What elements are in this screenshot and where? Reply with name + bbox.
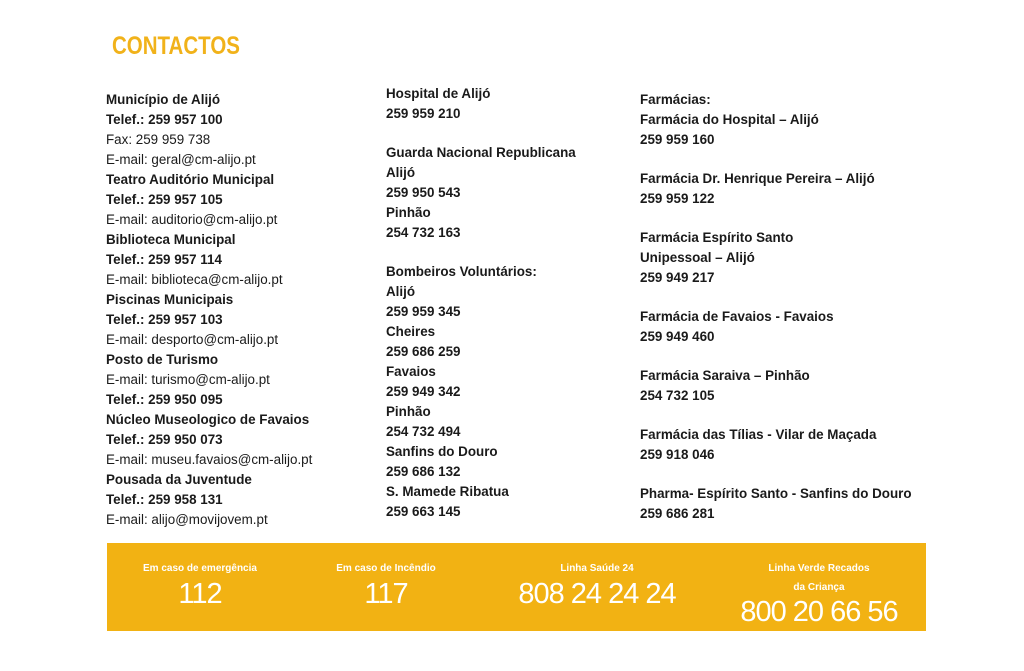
health-line-item [487, 559, 707, 609]
fire-label: Em caso de Incêndio [336, 563, 436, 574]
contact-line: Telef.: 259 957 100 [106, 112, 223, 127]
contact-line: Farmácia de Favaios - Favaios [640, 309, 834, 324]
contact-line: Telef.: 259 950 095 [106, 392, 223, 407]
contact-line: Farmácia Espírito Santo [640, 230, 794, 245]
contact-line: 259 959 345 [386, 304, 461, 319]
contact-line: Sanfins do Douro [386, 444, 498, 459]
child-line-label: Linha Verde Recados da Criança [768, 563, 870, 593]
contact-line: Teatro Auditório Municipal [106, 172, 275, 187]
contact-line: 259 686 281 [640, 506, 715, 521]
contact-line: 259 686 132 [386, 464, 461, 479]
contact-line: Pinhão [386, 205, 431, 220]
contact-line: Alijó [386, 284, 416, 299]
contact-line: Telef.: 259 957 114 [106, 252, 222, 267]
contact-line: 259 959 160 [640, 132, 715, 147]
contact-line: 259 663 145 [386, 504, 461, 519]
health-line-number: 808 24 24 24 [518, 578, 676, 610]
contact-line: 259 949 460 [640, 329, 715, 344]
contact-line: Guarda Nacional Republicana [386, 145, 576, 160]
contact-line: 259 686 259 [386, 344, 461, 359]
contact-line: Núcleo Museologico de Favaios [106, 412, 310, 427]
contact-line: Hospital de Alijó [386, 86, 491, 101]
contact-line: S. Mamede Ribatua [386, 484, 509, 499]
contact-line: 259 959 210 [386, 106, 461, 121]
contact-line: 259 918 046 [640, 447, 715, 462]
contact-line: Telef.: 259 958 131 [106, 492, 223, 507]
contact-line: Fax: 259 959 738 [106, 132, 211, 147]
contact-line: Unipessoal – Alijó [640, 250, 755, 265]
emergency-number: 112 [178, 578, 222, 610]
contact-line: E-mail: turismo@cm-alijo.pt [106, 372, 270, 387]
contact-line: 259 959 122 [640, 191, 715, 206]
fire-number: 117 [364, 578, 408, 610]
contact-line: Pharma- Espírito Santo - Sanfins do Douro [640, 486, 912, 501]
contact-line: Piscinas Municipais [106, 292, 234, 307]
contact-line: Farmácia do Hospital – Alijó [640, 112, 819, 127]
contact-line: Biblioteca Municipal [106, 232, 236, 247]
contact-line: Telef.: 259 950 073 [106, 432, 223, 447]
contact-line: 254 732 105 [640, 388, 715, 403]
contact-line: Farmácia das Tílias - Vilar de Maçada [640, 427, 877, 442]
contact-line: Telef.: 259 957 105 [106, 192, 223, 207]
fire-item [293, 559, 479, 609]
contact-line: 259 949 342 [386, 384, 461, 399]
child-line-item [712, 559, 926, 627]
contact-line: 254 732 494 [386, 424, 461, 439]
contact-line: 259 949 217 [640, 270, 715, 285]
contact-line: Telef.: 259 957 103 [106, 312, 223, 327]
child-line-number: 800 20 66 56 [740, 596, 898, 628]
health-line-label: Linha Saúde 24 [560, 563, 634, 574]
contacts-column-municipal [106, 90, 312, 530]
contact-line: E-mail: biblioteca@cm-alijo.pt [106, 272, 283, 287]
contact-line: Alijó [386, 165, 416, 180]
contact-line: Favaios [386, 364, 436, 379]
contact-line: Município de Alijó [106, 92, 221, 107]
contact-line: Posto de Turismo [106, 352, 219, 367]
contact-line: Bombeiros Voluntários: [386, 264, 537, 279]
contact-line: Pinhão [386, 404, 431, 419]
contact-line: E-mail: museu.favaios@cm-alijo.pt [106, 452, 313, 467]
emergency-item [107, 559, 293, 609]
contact-line: E-mail: desporto@cm-alijo.pt [106, 332, 279, 347]
contact-line: Pousada da Juventude [106, 472, 252, 487]
contact-line: Cheires [386, 324, 436, 339]
contact-line: 254 732 163 [386, 225, 461, 240]
contact-line: Farmácia Saraiva – Pinhão [640, 368, 810, 383]
contacts-column-services [386, 84, 576, 522]
contact-line: E-mail: auditorio@cm-alijo.pt [106, 212, 278, 227]
contact-line: E-mail: geral@cm-alijo.pt [106, 152, 256, 167]
contact-line: 259 950 543 [386, 185, 461, 200]
contact-line: Farmácia Dr. Henrique Pereira – Alijó [640, 171, 875, 186]
emergency-numbers-bar [107, 543, 926, 631]
page-title: CONTACTOS [112, 32, 240, 60]
contact-line: Farmácias: [640, 92, 711, 107]
emergency-label: Em caso de emergência [143, 563, 257, 574]
contacts-column-pharmacies [640, 90, 912, 524]
contact-line: E-mail: alijo@movijovem.pt [106, 512, 268, 527]
